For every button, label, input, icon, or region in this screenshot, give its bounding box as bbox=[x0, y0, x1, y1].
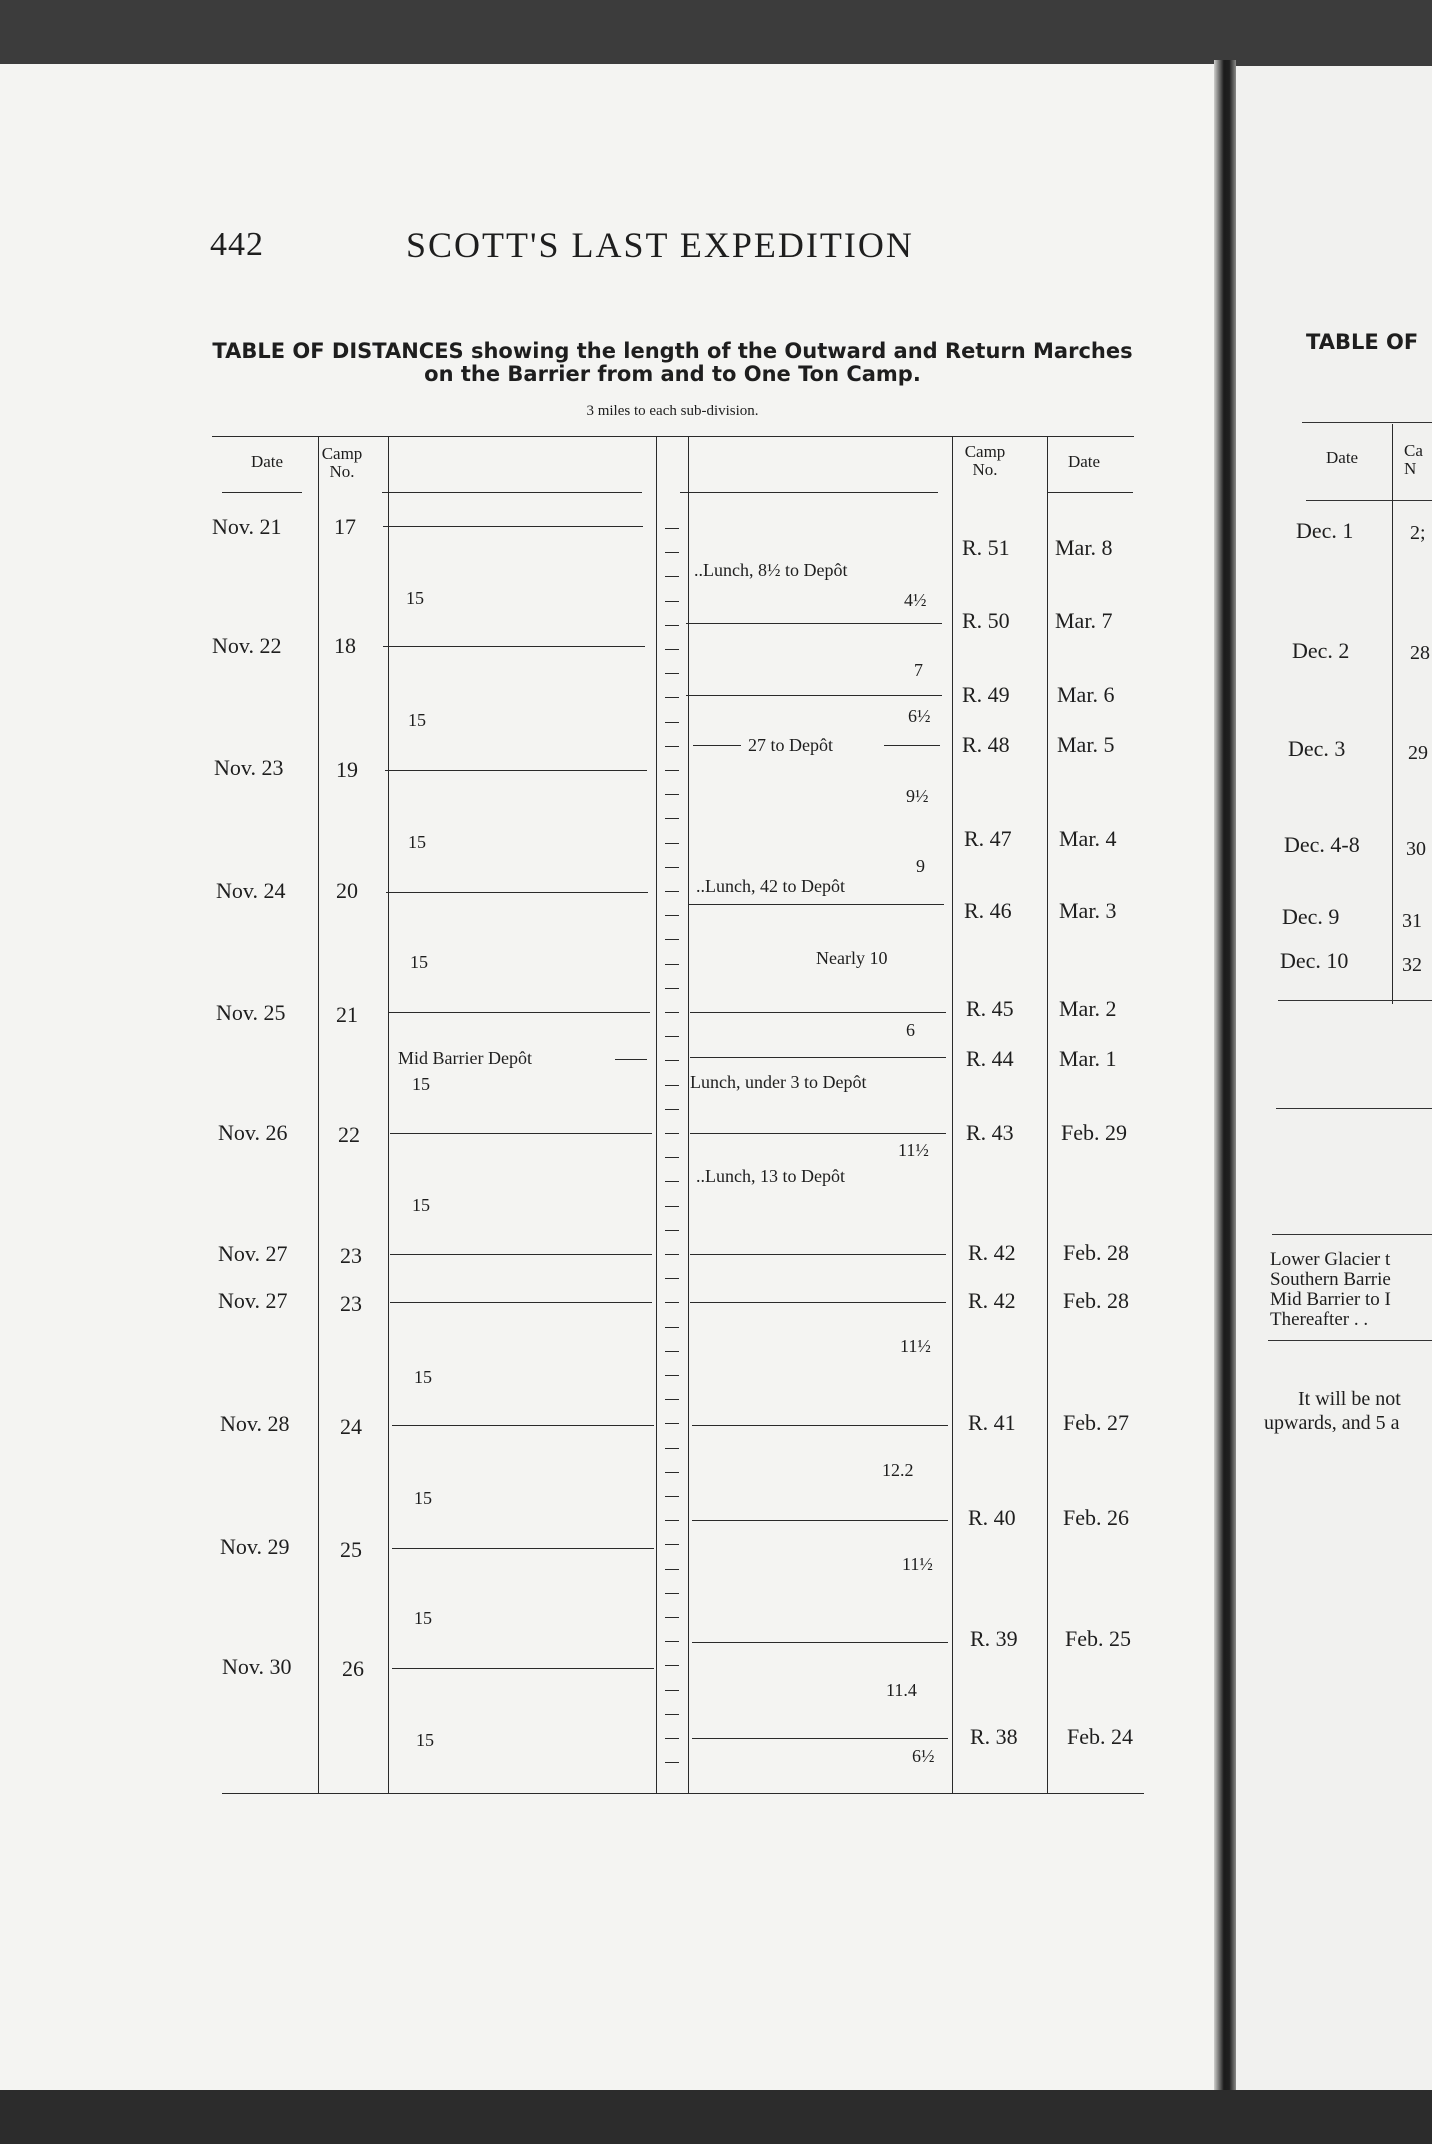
right-header-date: Date bbox=[1326, 448, 1359, 467]
return-date: Mar. 8 bbox=[1055, 535, 1113, 560]
outward-camp: 20 bbox=[336, 878, 358, 903]
outward-distance: 15 bbox=[410, 952, 428, 972]
scale-tick bbox=[665, 1206, 679, 1207]
outward-distance: 15 bbox=[412, 1074, 430, 1094]
scale-tick bbox=[665, 1665, 679, 1666]
return-camp: R. 47 bbox=[964, 826, 1012, 851]
outward-date: Nov. 21 bbox=[212, 514, 282, 539]
outward-camp-line bbox=[386, 892, 648, 893]
outward-distance: 15 bbox=[414, 1488, 432, 1508]
scale-tick bbox=[665, 1230, 679, 1231]
return-distance: Nearly 10 bbox=[816, 948, 888, 968]
table-title-rest: showing the length of the Outward and Return Marches on the Barrier from and to One Ton Camp. bbox=[424, 339, 1133, 386]
return-date: Mar. 2 bbox=[1059, 996, 1117, 1021]
scale-tick bbox=[665, 1448, 679, 1449]
return-distance: 11½ bbox=[900, 1336, 931, 1356]
depot-leader-line bbox=[615, 1059, 647, 1060]
outward-camp: 26 bbox=[342, 1656, 364, 1681]
return-lunch-label: ..Lunch, 42 to Depôt bbox=[696, 876, 845, 896]
return-camp-line bbox=[690, 1302, 946, 1303]
scale-tick bbox=[665, 552, 679, 553]
outward-camp: 25 bbox=[340, 1537, 362, 1562]
right-summary-line: Thereafter . . bbox=[1270, 1309, 1369, 1330]
return-date: Mar. 7 bbox=[1055, 608, 1113, 633]
return-distance: 4½ bbox=[904, 590, 927, 610]
outward-date: Nov. 22 bbox=[212, 633, 282, 658]
return-camp: R. 44 bbox=[966, 1046, 1014, 1071]
right-page bbox=[1236, 66, 1432, 2090]
scale-tick bbox=[665, 625, 679, 626]
scale-tick bbox=[665, 891, 679, 892]
scale-tick bbox=[665, 915, 679, 916]
scale-tick bbox=[665, 939, 679, 940]
outward-camp-line bbox=[390, 1133, 652, 1134]
return-camp-line bbox=[686, 695, 942, 696]
return-date: Mar. 5 bbox=[1057, 732, 1115, 757]
outward-date: Nov. 27 bbox=[218, 1288, 288, 1313]
return-camp-line bbox=[686, 623, 942, 624]
outward-camp: 19 bbox=[336, 757, 358, 782]
scale-tick bbox=[665, 1399, 679, 1400]
return-date: Feb. 28 bbox=[1063, 1288, 1129, 1313]
book-gutter bbox=[1214, 60, 1236, 2090]
return-camp-line bbox=[690, 1012, 946, 1013]
depot-leader-line bbox=[884, 745, 940, 746]
scale-tick bbox=[665, 794, 679, 795]
scale-tick bbox=[665, 1254, 679, 1255]
scale-tick bbox=[665, 649, 679, 650]
return-date: Feb. 24 bbox=[1067, 1724, 1133, 1749]
column-divider bbox=[1047, 436, 1048, 1793]
return-camp-line bbox=[688, 904, 944, 905]
header-underline bbox=[680, 492, 938, 493]
return-camp-line bbox=[692, 1738, 948, 1739]
scale-tick bbox=[665, 1109, 679, 1110]
scale-tick bbox=[665, 601, 679, 602]
return-camp-line bbox=[690, 1254, 946, 1255]
table-title-lead: TABLE OF DISTANCES bbox=[212, 339, 464, 363]
right-column-divider bbox=[1392, 424, 1393, 1004]
subdivision-note: 3 miles to each sub-division. bbox=[586, 403, 759, 419]
outward-camp-line bbox=[388, 1012, 650, 1013]
scale-tick bbox=[665, 1327, 679, 1328]
scale-tick bbox=[665, 1278, 679, 1279]
right-row-date: Dec. 2 bbox=[1292, 638, 1350, 663]
header-camp-return: Camp No. bbox=[964, 442, 1006, 479]
scale-tick bbox=[665, 697, 679, 698]
return-lunch-label: ..Lunch, 8½ to Depôt bbox=[694, 560, 848, 580]
outward-camp-line bbox=[383, 646, 645, 647]
return-camp: R. 51 bbox=[962, 535, 1010, 560]
running-head: SCOTT'S LAST EXPEDITION bbox=[406, 225, 914, 265]
scale-tick bbox=[665, 1060, 679, 1061]
right-summary-line: Mid Barrier to I bbox=[1270, 1289, 1391, 1310]
right-summary-bottom-rule bbox=[1268, 1340, 1432, 1341]
return-camp-line bbox=[690, 1057, 946, 1058]
return-distance: 9½ bbox=[906, 786, 929, 806]
right-header-camp-fragment: Ca N bbox=[1404, 442, 1423, 478]
scale-tick bbox=[665, 673, 679, 674]
scale-tick bbox=[665, 1569, 679, 1570]
scale-tick bbox=[665, 1714, 679, 1715]
outward-camp-line bbox=[385, 770, 647, 771]
return-camp-line bbox=[690, 1133, 946, 1134]
outward-distance: 15 bbox=[414, 1367, 432, 1387]
return-date: Feb. 29 bbox=[1061, 1120, 1127, 1145]
return-distance: 6 bbox=[906, 1020, 915, 1040]
table-top-rule bbox=[212, 436, 1134, 437]
header-date-return: Date bbox=[1067, 452, 1101, 471]
right-note-line: It will be not bbox=[1298, 1388, 1401, 1410]
table-bottom-rule bbox=[222, 1793, 1144, 1794]
return-lunch-label: Lunch, under 3 to Depôt bbox=[690, 1072, 867, 1092]
return-distance: 7 bbox=[914, 660, 923, 680]
return-camp: R. 50 bbox=[962, 608, 1010, 633]
right-row-camp: 29 bbox=[1408, 742, 1428, 764]
right-table-top-rule bbox=[1302, 422, 1432, 423]
scale-tick bbox=[665, 1012, 679, 1013]
outward-date: Nov. 25 bbox=[216, 1000, 286, 1025]
return-lunch-label: ..Lunch, 13 to Depôt bbox=[696, 1166, 845, 1186]
mid-barrier-depot-label: Mid Barrier Depôt bbox=[398, 1048, 532, 1068]
scale-tick bbox=[665, 1690, 679, 1691]
return-date: Feb. 27 bbox=[1063, 1410, 1129, 1435]
outward-camp: 24 bbox=[340, 1414, 362, 1439]
scale-tick bbox=[665, 1085, 679, 1086]
outward-camp: 22 bbox=[338, 1122, 360, 1147]
scale-tick bbox=[665, 1472, 679, 1473]
return-camp: R. 42 bbox=[968, 1240, 1016, 1265]
return-date: Feb. 28 bbox=[1063, 1240, 1129, 1265]
header-camp-outward: Camp No. bbox=[321, 444, 363, 481]
outward-camp: 18 bbox=[334, 633, 356, 658]
right-row-camp: 2; bbox=[1410, 522, 1426, 544]
return-distance: 11.4 bbox=[886, 1680, 917, 1700]
outward-camp-line bbox=[383, 526, 643, 527]
scale-tick bbox=[665, 722, 679, 723]
return-distance: 6½ bbox=[912, 1746, 935, 1766]
outward-camp: 17 bbox=[334, 514, 356, 539]
right-row-date: Dec. 4-8 bbox=[1284, 832, 1360, 857]
right-separator-rule bbox=[1276, 1108, 1432, 1109]
right-row-date: Dec. 9 bbox=[1282, 904, 1340, 929]
return-camp-line bbox=[692, 1642, 948, 1643]
return-camp: R. 48 bbox=[962, 732, 1010, 757]
page-number: 442 bbox=[210, 226, 264, 263]
return-camp: R. 46 bbox=[964, 898, 1012, 923]
right-row-date: Dec. 3 bbox=[1288, 736, 1346, 761]
scale-tick bbox=[665, 770, 679, 771]
column-divider bbox=[952, 436, 953, 1793]
scale-tick bbox=[665, 528, 679, 529]
return-distance: 9 bbox=[916, 856, 925, 876]
scale-column-left bbox=[656, 436, 657, 1793]
return-camp-line bbox=[692, 1425, 948, 1426]
outward-date: Nov. 28 bbox=[220, 1411, 290, 1436]
outward-distance: 15 bbox=[408, 832, 426, 852]
scan-background-bottom bbox=[0, 2085, 1432, 2144]
return-camp: R. 42 bbox=[968, 1288, 1016, 1313]
outward-date: Nov. 29 bbox=[220, 1534, 290, 1559]
header-underline bbox=[1047, 492, 1133, 493]
scale-tick bbox=[665, 1762, 679, 1763]
column-divider bbox=[318, 436, 319, 1793]
scale-tick bbox=[665, 1157, 679, 1158]
return-camp: R. 45 bbox=[966, 996, 1014, 1021]
return-camp: R. 43 bbox=[966, 1120, 1014, 1145]
return-camp: R. 41 bbox=[968, 1410, 1016, 1435]
scale-tick bbox=[665, 1520, 679, 1521]
header-underline bbox=[222, 492, 302, 493]
scale-tick bbox=[665, 1423, 679, 1424]
return-date: Mar. 4 bbox=[1059, 826, 1117, 851]
outward-camp-line bbox=[390, 1254, 652, 1255]
scale-tick bbox=[665, 1496, 679, 1497]
return-date: Mar. 1 bbox=[1059, 1046, 1117, 1071]
return-camp: R. 40 bbox=[968, 1505, 1016, 1530]
scale-column-right bbox=[688, 436, 689, 1793]
outward-distance: 15 bbox=[408, 710, 426, 730]
scale-tick bbox=[665, 1351, 679, 1352]
right-row-camp: 28 bbox=[1410, 642, 1430, 664]
outward-camp-line bbox=[392, 1548, 654, 1549]
right-note-line: upwards, and 5 a bbox=[1264, 1412, 1400, 1434]
scale-tick bbox=[665, 1375, 679, 1376]
scale-tick bbox=[665, 1617, 679, 1618]
right-row-camp: 30 bbox=[1406, 838, 1426, 860]
scale-tick bbox=[665, 988, 679, 989]
outward-date: Nov. 30 bbox=[222, 1654, 292, 1679]
outward-camp-line bbox=[392, 1668, 654, 1669]
right-row-date: Dec. 10 bbox=[1280, 948, 1349, 973]
scale-tick bbox=[665, 843, 679, 844]
scale-tick bbox=[665, 818, 679, 819]
return-date: Feb. 26 bbox=[1063, 1505, 1129, 1530]
outward-camp: 21 bbox=[336, 1002, 358, 1027]
outward-date: Nov. 24 bbox=[216, 878, 286, 903]
right-header-underline bbox=[1306, 500, 1432, 501]
return-camp: R. 49 bbox=[962, 682, 1010, 707]
scale-tick bbox=[665, 1738, 679, 1739]
return-distance: 11½ bbox=[902, 1554, 933, 1574]
return-date: Mar. 6 bbox=[1057, 682, 1115, 707]
scale-tick bbox=[665, 1641, 679, 1642]
outward-distance: 15 bbox=[414, 1608, 432, 1628]
header-underline bbox=[382, 492, 642, 493]
return-camp: R. 39 bbox=[970, 1626, 1018, 1651]
scale-tick bbox=[665, 1593, 679, 1594]
return-depot-label: 27 to Depôt bbox=[748, 735, 833, 755]
right-table-title-fragment: TABLE OF bbox=[1306, 330, 1419, 354]
depot-leader-line bbox=[693, 745, 741, 746]
right-row-camp: 32 bbox=[1402, 954, 1422, 976]
table-title bbox=[210, 340, 1135, 386]
scale-tick bbox=[665, 746, 679, 747]
scale-tick bbox=[665, 1544, 679, 1545]
scale-tick bbox=[665, 1036, 679, 1037]
outward-distance: 15 bbox=[416, 1730, 434, 1750]
header-date-outward: Date bbox=[250, 452, 284, 471]
right-table-bottom-rule bbox=[1278, 1000, 1432, 1001]
outward-camp-line bbox=[392, 1425, 654, 1426]
right-row-camp: 31 bbox=[1402, 910, 1422, 932]
outward-date: Nov. 26 bbox=[218, 1120, 288, 1145]
return-distance: 6½ bbox=[908, 706, 931, 726]
scale-tick bbox=[665, 1133, 679, 1134]
outward-date: Nov. 23 bbox=[214, 755, 284, 780]
return-distance: 12.2 bbox=[882, 1460, 914, 1480]
outward-distance: 15 bbox=[406, 588, 424, 608]
scale-tick bbox=[665, 576, 679, 577]
return-date: Feb. 25 bbox=[1065, 1626, 1131, 1651]
scale-tick bbox=[665, 1302, 679, 1303]
scale-tick bbox=[665, 867, 679, 868]
return-camp: R. 38 bbox=[970, 1724, 1018, 1749]
column-divider bbox=[388, 436, 389, 1793]
return-distance: 11½ bbox=[898, 1140, 929, 1160]
right-summary-line: Lower Glacier t bbox=[1270, 1249, 1391, 1270]
outward-date: Nov. 27 bbox=[218, 1241, 288, 1266]
outward-camp: 23 bbox=[340, 1243, 362, 1268]
right-row-date: Dec. 1 bbox=[1296, 518, 1354, 543]
scale-tick bbox=[665, 1181, 679, 1182]
outward-distance: 15 bbox=[412, 1195, 430, 1215]
return-date: Mar. 3 bbox=[1059, 898, 1117, 923]
return-camp-line bbox=[692, 1520, 948, 1521]
scale-tick bbox=[665, 964, 679, 965]
right-summary-line: Southern Barrie bbox=[1270, 1269, 1391, 1290]
outward-camp-line bbox=[390, 1302, 652, 1303]
outward-camp: 23 bbox=[340, 1291, 362, 1316]
right-summary-top-rule bbox=[1272, 1234, 1432, 1235]
